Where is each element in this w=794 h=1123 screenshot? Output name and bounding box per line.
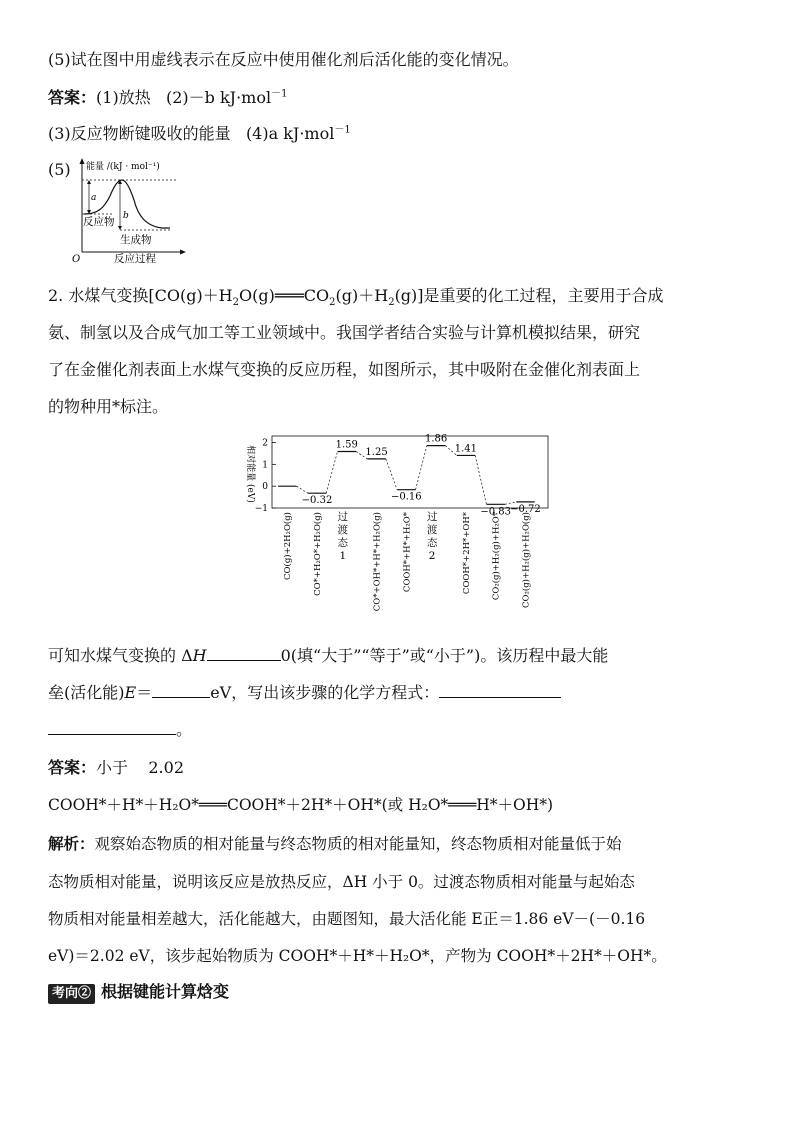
explanation-label: 解析： (48, 834, 95, 853)
fig1-origin: O (72, 254, 81, 264)
q2-l1-sub3: 2 (388, 297, 395, 309)
category-label: CO₂(g)+H₂(g)+H₂O(g) (521, 512, 532, 608)
answer-3: (3)反应物断键吸收的能量 (48, 124, 231, 143)
fill-e-symbol: E (124, 683, 137, 702)
fill-h: H (192, 646, 207, 665)
connector (475, 455, 486, 504)
fig1-a: a (91, 193, 97, 203)
fig1-xlabel: 反应过程 (114, 253, 156, 264)
answer-4-exp: －1 (334, 124, 351, 136)
data-label: 1.25 (365, 446, 388, 458)
category-label: CO*+OH*+H*+H₂O(g) (372, 512, 383, 612)
blank-2[interactable] (152, 683, 210, 698)
answer-2: －b kJ·mol (188, 88, 272, 107)
q2-l1-e: (g)]是重要的化工过程，主要用于合成 (394, 286, 664, 305)
fig1-b: b (123, 211, 129, 221)
data-label: −0.32 (301, 495, 333, 507)
category-label: CO₂(g)+H₂(g)+H₂O* (491, 512, 502, 601)
category-label: COOH*+2H*+OH* (461, 512, 472, 595)
topic-title: 根据键能计算焓变 (101, 982, 230, 1001)
answer-val-2: 2.02 (148, 758, 184, 777)
q2-l1-sub1: 2 (232, 297, 240, 309)
fig1-reactant: 反应物 (83, 216, 115, 228)
y-tick-label: 1 (262, 460, 268, 471)
y-tick-label: 2 (262, 438, 268, 449)
category-label: COOH*+H*+H₂O* (402, 512, 413, 593)
category-label: 过渡态 1 (337, 511, 349, 562)
data-label: −0.16 (391, 491, 422, 503)
explanation-text-1: 观察始态物质的相对能量与终态物质的相对能量知，终态物质相对能量低于始 (94, 835, 622, 853)
category-label: 过渡态 2 (426, 511, 438, 562)
answer-line-3 (48, 758, 184, 778)
data-label: −0.83 (480, 506, 512, 518)
topic-heading (48, 982, 229, 1004)
answer-2-num: (2) (165, 88, 189, 107)
connector (326, 451, 337, 493)
fill-c: 垒(活化能) (48, 683, 125, 702)
fig1-product: 生成物 (120, 234, 152, 246)
answer-line-2 (48, 124, 351, 144)
fill-line-2 (48, 683, 561, 703)
category-label: CO*+H₂O*+H₂O(g) (313, 512, 324, 596)
q2-line-2: 氨、制氢以及合成气加工等工业领域中。我国学者结合实验与计算机模拟结果，研究 (48, 323, 641, 342)
equation-line: COOH*＋H*＋H₂O*═══COOH*＋2H*＋OH*(或 H₂O*═══H*＋OH*) (48, 796, 554, 814)
connector (386, 459, 397, 490)
q2-l1-d: (g)＋H (335, 286, 389, 305)
q2-l1-c: CO (303, 286, 330, 305)
q2-line-4: 的物种用*标注。 (48, 397, 169, 416)
answer-4-num: (4) (245, 124, 269, 143)
fill-b: 0(填“大于”“等于”或“小于”)。该历程中最大能 (280, 646, 609, 665)
data-label: −0.72 (510, 503, 541, 515)
answer-2-exp: －1 (271, 88, 288, 100)
fill-d: ＝ (136, 683, 153, 702)
fill-a: 可知水煤气变换的 Δ (48, 646, 193, 665)
q2-l1-a: 2. 水煤气变换[CO(g)＋H (48, 286, 233, 305)
answer-label: 答案： (48, 88, 97, 107)
fill-line-3 (48, 720, 192, 740)
y-tick-label: 0 (262, 482, 268, 493)
energy-profile-chart (236, 430, 556, 630)
figure-1-number: (5) (48, 160, 71, 179)
fill-f: 。 (176, 720, 193, 739)
energy-diagram (70, 156, 190, 264)
explanation-line-4: eV)＝2.02 eV，该步起始物质为 COOH*＋H*＋H₂O*，产物为 COOH*＋2H*＋OH*。 (48, 947, 667, 965)
fig1-ylabel: 能量 /(kJ · mol⁻¹) (86, 162, 160, 172)
data-label: 1.59 (335, 439, 358, 451)
category-label: CO(g)+2H₂O(g) (283, 512, 294, 580)
y-axis-arrow (80, 158, 85, 164)
q2-l1-eq: ═══ (274, 286, 304, 305)
q2-line-1 (48, 286, 664, 309)
answer-val-1: 小于 (96, 758, 129, 777)
connector (416, 446, 427, 490)
data-label: 1.41 (454, 443, 478, 455)
answer-1: (1)放热 (96, 88, 151, 107)
q2-l1-sub2: 2 (329, 297, 336, 309)
answer-label-2: 答案： (48, 758, 97, 777)
topic-tag: 考向② (48, 984, 95, 1004)
data-label: 1.86 (424, 433, 448, 445)
explanation-line-3: 物质相对能量相差越大，活化能越大，由题图知，最大活化能 E正＝1.86 eV－(－0.16 (48, 910, 646, 928)
fill-line-1 (48, 646, 608, 666)
q2-l1-b: O(g) (239, 286, 275, 305)
blank-3[interactable] (439, 683, 561, 698)
blank-3-cont[interactable] (48, 720, 176, 735)
explanation-line-1 (48, 834, 622, 854)
explanation-line-2: 态物质相对能量，说明该反应是放热反应，ΔH 小于 0。过渡态物质相对能量与起始态 (48, 873, 635, 891)
answer-line-1 (48, 88, 287, 108)
x-axis-arrow (180, 250, 186, 255)
chart-ylabel: 相对能量 (eV) (245, 445, 255, 503)
question-5-text: (5)试在图中用虚线表示在反应中使用催化剂后活化能的变化情况。 (48, 50, 519, 69)
y-tick-label: −1 (254, 504, 268, 514)
answer-4: a kJ·mol (268, 124, 335, 143)
fill-e: eV，写出该步骤的化学方程式： (210, 683, 440, 702)
connector (296, 486, 307, 493)
q2-line-3: 了在金催化剂表面上水煤气变换的反应历程，如图所示，其中吸附在金催化剂表面上 (48, 360, 641, 379)
blank-1[interactable] (207, 646, 281, 661)
